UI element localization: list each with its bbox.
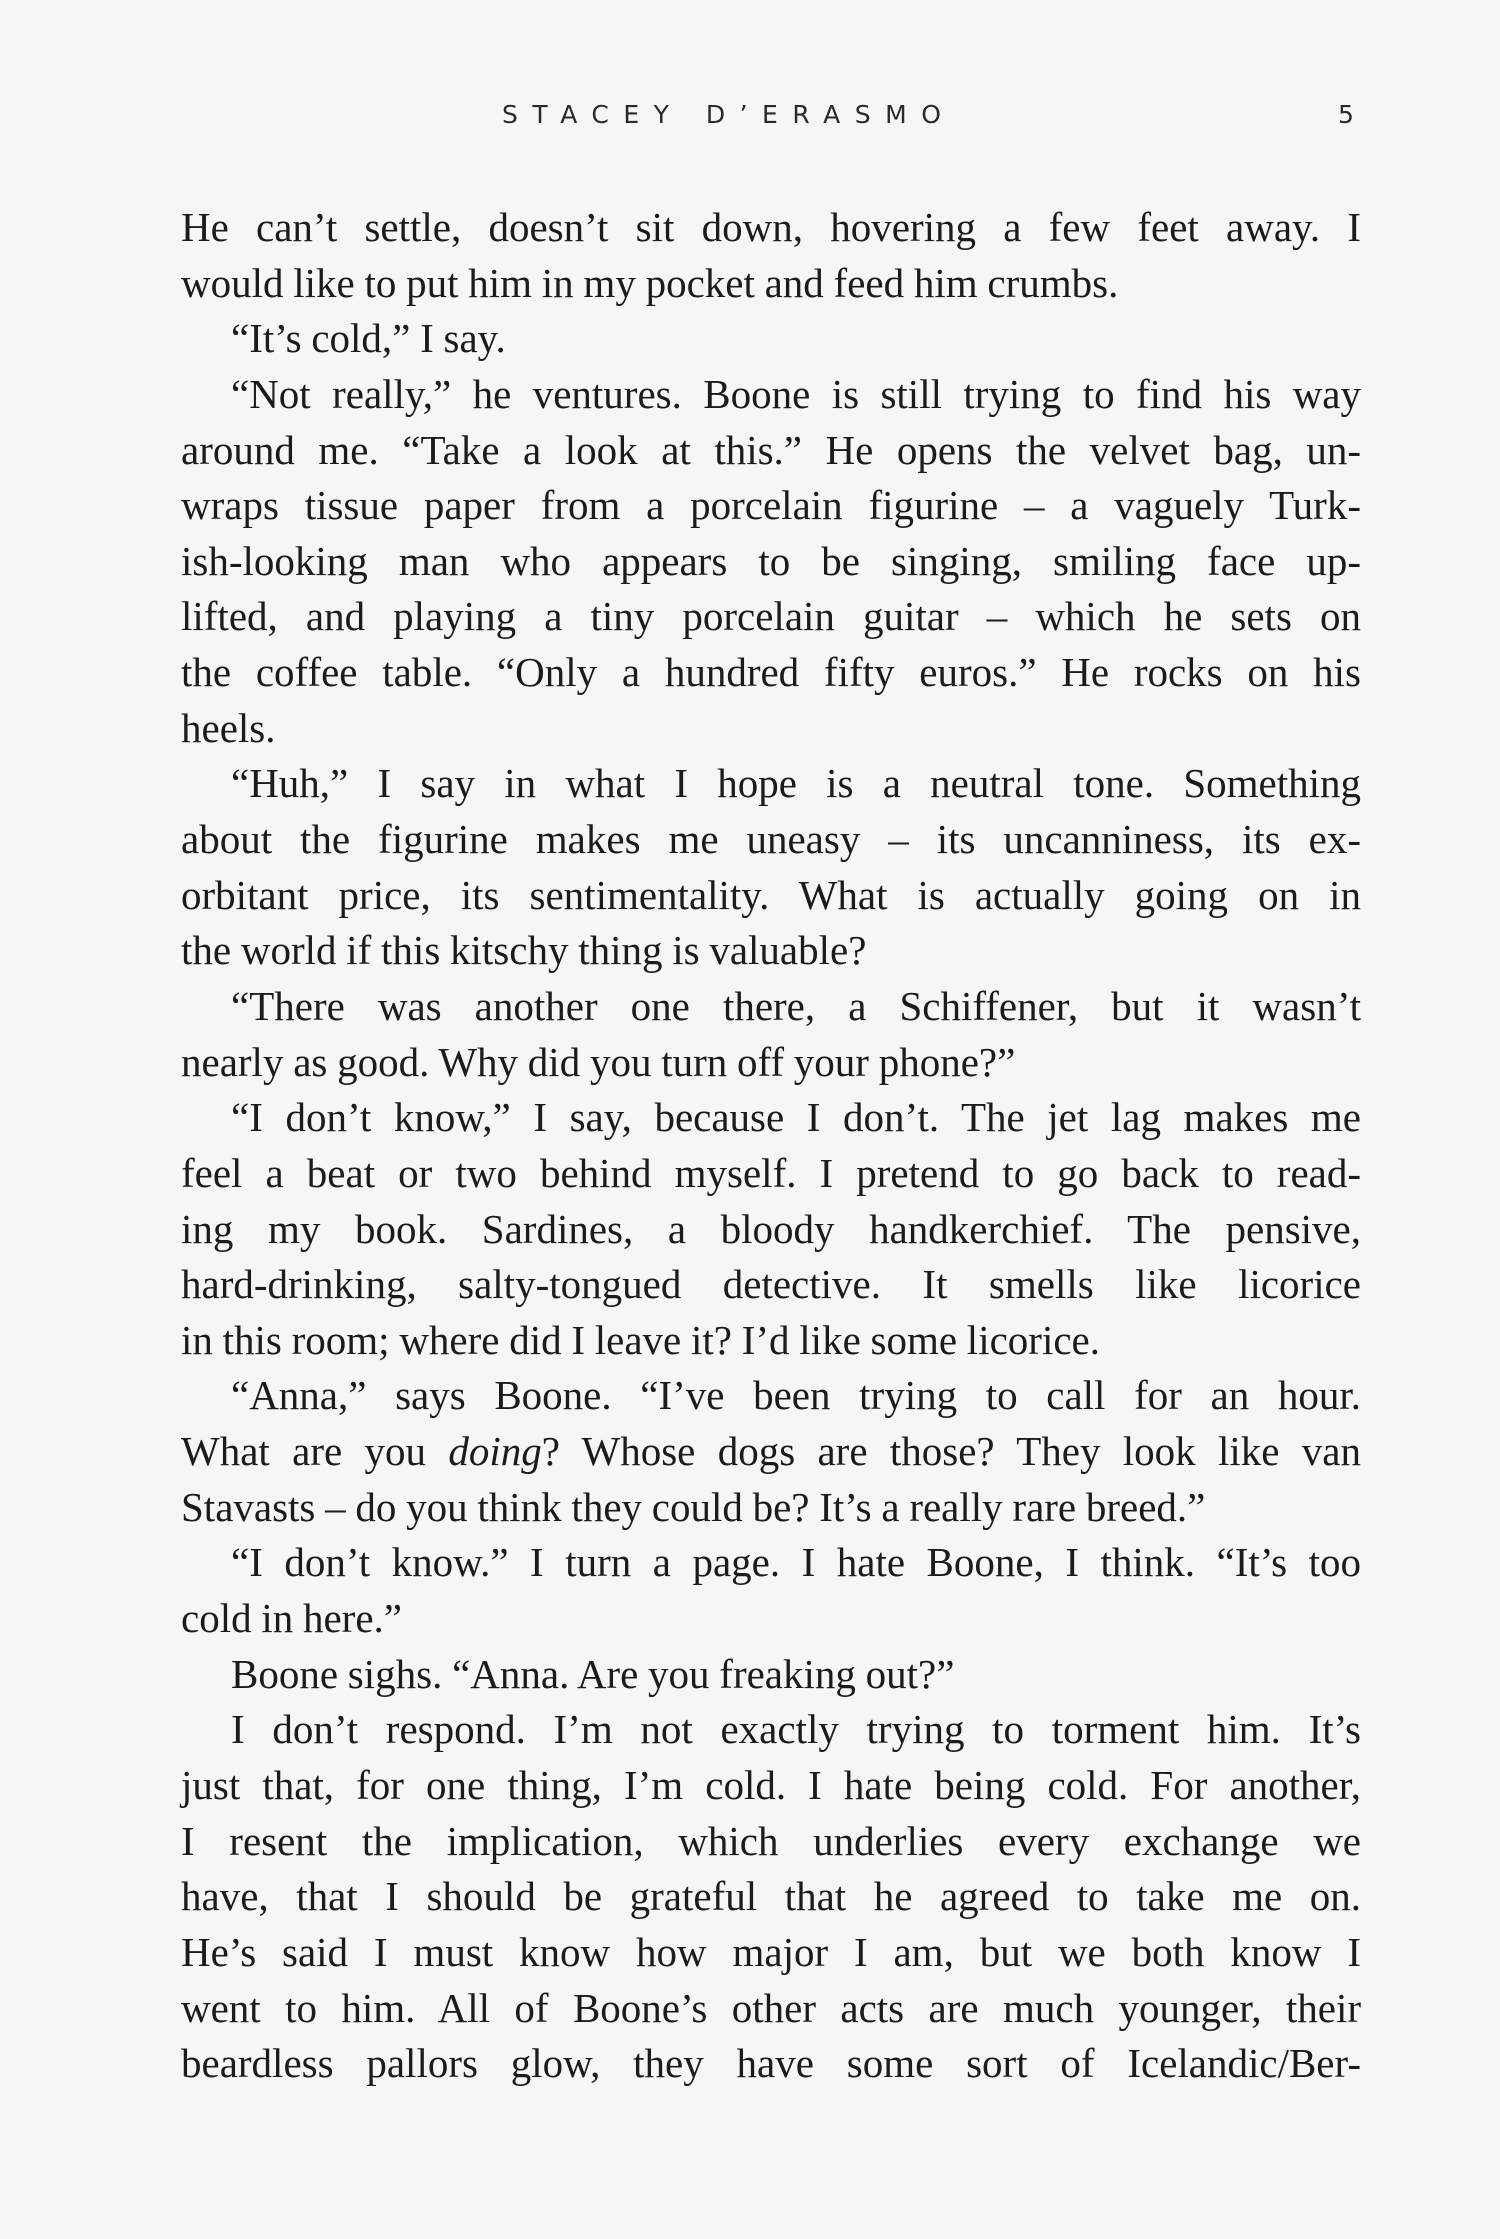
text-line: What are you doing? Whose dogs are those? They look like van: [181, 1428, 1361, 1475]
running-head-author: STACEY D’ERASMO: [502, 100, 956, 129]
text-line: “There was another one there, a Schiffener, but it wasn’t: [231, 982, 1361, 1029]
text-line: about the figurine makes me uneasy – its uncanniness, its ex-: [181, 816, 1361, 863]
text-line: around me. “Take a look at this.” He opens the velvet bag, un-: [181, 426, 1361, 473]
text-line: feel a beat or two behind myself. I pretend to go back to read-: [181, 1149, 1361, 1196]
text-line: hard-drinking, salty-tongued detective. It smells like licorice: [181, 1261, 1361, 1308]
body-text: [181, 200, 1361, 2092]
text-line: “It’s cold,” I say.: [231, 315, 506, 362]
text-line: I don’t respond. I’m not exactly trying to torment him. It’s: [231, 1706, 1361, 1753]
text-line: He can’t settle, doesn’t sit down, hovering a few feet away. I: [181, 204, 1361, 250]
text-line: would like to put him in my pocket and feed him crumbs.: [181, 259, 1119, 306]
text-line: beardless pallors glow, they have some sort of Icelandic/Ber-: [181, 2040, 1361, 2087]
text-line: “I don’t know.” I turn a page. I hate Boone, I think. “It’s too: [231, 1539, 1361, 1586]
text-line: Boone sighs. “Anna. Are you freaking out?”: [231, 1650, 955, 1697]
text-line: the world if this kitschy thing is valuable?: [181, 927, 867, 974]
text-line: just that, for one thing, I’m cold. I hate being cold. For another,: [181, 1761, 1361, 1808]
text-line: have, that I should be grateful that he agreed to take me on.: [181, 1873, 1361, 1920]
text-line: cold in here.”: [181, 1595, 402, 1642]
text-line: nearly as good. Why did you turn off your phone?”: [181, 1038, 1016, 1085]
text-line: the coffee table. “Only a hundred fifty euros.” He rocks on his: [181, 649, 1361, 696]
text-line: “I don’t know,” I say, because I don’t. The jet lag makes me: [231, 1094, 1361, 1141]
text-line: “Not really,” he ventures. Boone is still trying to find his way: [231, 370, 1361, 417]
text-line: wraps tissue paper from a porcelain figurine – a vaguely Turk-: [181, 482, 1361, 529]
text-line: in this room; where did I leave it? I’d like some licorice.: [181, 1316, 1100, 1363]
text-line: went to him. All of Boone’s other acts are much younger, their: [181, 1984, 1361, 2031]
page-number: 5: [1338, 100, 1354, 129]
text-line: I resent the implication, which underlies every exchange we: [181, 1817, 1361, 1864]
text-line: He’s said I must know how major I am, but we both know I: [181, 1928, 1361, 1975]
text-line: ing my book. Sardines, a bloody handkerchief. The pensive,: [181, 1205, 1361, 1252]
text-line: orbitant price, its sentimentality. What is actually going on in: [181, 871, 1361, 918]
text-line: “Huh,” I say in what I hope is a neutral tone. Something: [231, 760, 1361, 807]
text-line: “Anna,” says Boone. “I’ve been trying to call for an hour.: [231, 1372, 1361, 1419]
text-line: heels.: [181, 704, 276, 751]
text-line: lifted, and playing a tiny porcelain guitar – which he sets on: [181, 593, 1361, 640]
emphasis: doing: [448, 1428, 542, 1475]
running-head: [0, 100, 1500, 140]
text-line: ish-looking man who appears to be singing, smiling face up-: [181, 537, 1361, 584]
text-line: Stavasts – do you think they could be? It’s a really rare breed.”: [181, 1483, 1206, 1530]
